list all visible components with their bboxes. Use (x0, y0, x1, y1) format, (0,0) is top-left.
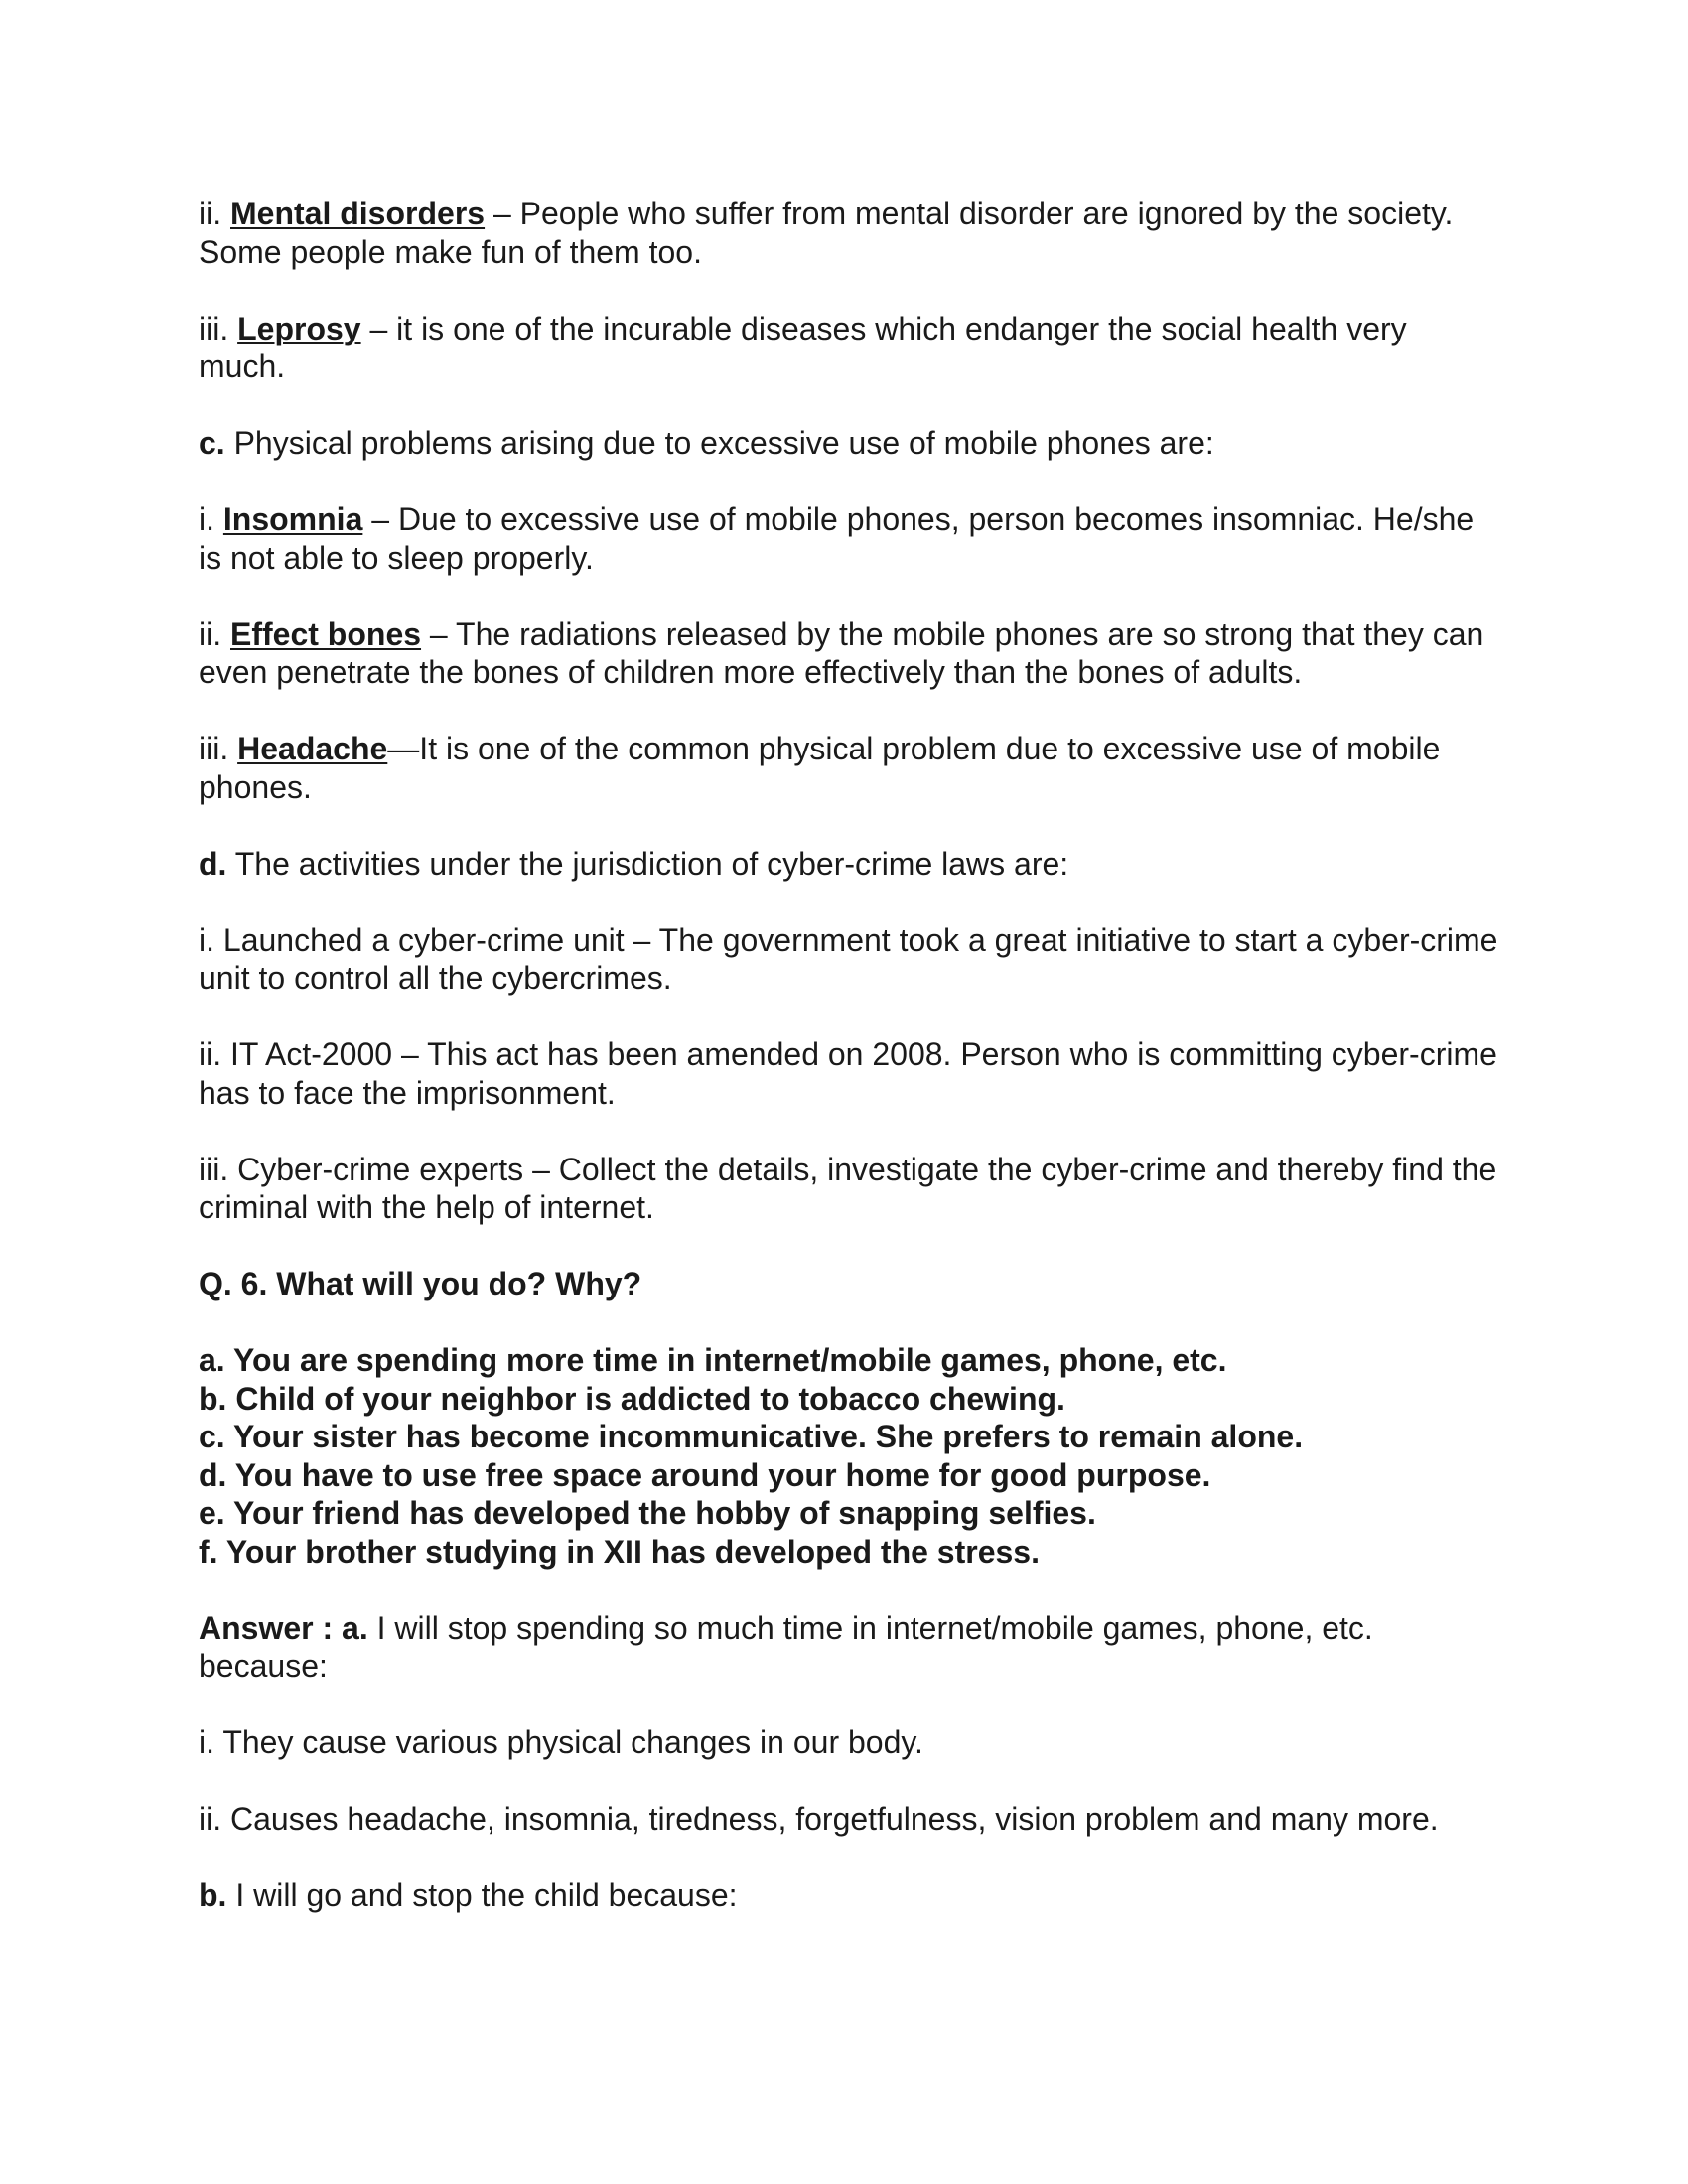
paragraph-leprosy: iii. Leprosy – it is one of the incurable diseases which endanger the social health very much. (199, 310, 1407, 384)
answer-b-label: b. (199, 1877, 227, 1913)
term-leprosy: Leprosy (237, 310, 361, 346)
document-page (199, 195, 1499, 1953)
section-label-c: c. (199, 425, 225, 461)
term-effect-bones: Effect bones (230, 615, 422, 652)
answer-label: Answer : a. (199, 1609, 368, 1646)
paragraph-it-act: ii. IT Act-2000 – This act has been amended on 2008. Person who is committing cyber-crime has to face the imprisonment. (199, 1036, 1497, 1111)
paragraph-headache: iii. Headache—It is one of the common physical problem due to excessive use of mobile phones. (199, 731, 1441, 805)
section-label-d: d. (199, 845, 227, 882)
question-item: c. Your sister has become incommunicative. She prefers to remain alone. (199, 1419, 1304, 1454)
answer-b-paragraph: b. I will go and stop the child because: (199, 1877, 738, 1913)
term-insomnia: Insomnia (222, 501, 363, 537)
question-list (199, 1341, 1499, 1570)
paragraph-effect-bones: ii. Effect bones – The radiations released by the mobile phones are so strong that they can even penetrate the bones of children more effectively than the bones of adults. (199, 615, 1484, 690)
paragraph-section-d: d. The activities under the jurisdiction of cyber-crime laws are: (199, 845, 1069, 882)
question-item: a. You are spending more time in internet/mobile games, phone, etc. (199, 1342, 1227, 1378)
term-headache: Headache (237, 731, 388, 766)
question-heading: Q. 6. What will you do? Why? (199, 1266, 642, 1301)
paragraph-mental-disorders: ii. Mental disorders – People who suffer from mental disorder are ignored by the society. Some people make fun of them too. (199, 196, 1454, 270)
paragraph-cyber-unit: i. Launched a cyber-crime unit – The government took a great initiative to start a cyber-crime unit to control all the cybercrimes. (199, 921, 1498, 996)
paragraph-insomnia: i. Insomnia – Due to excessive use of mobile phones, person becomes insomniac. He/she is not able to sleep properly. (199, 501, 1475, 576)
question-item: b. Child of your neighbor is addicted to tobacco chewing. (199, 1380, 1065, 1417)
answer-point: i. They cause various physical changes in our body. (199, 1724, 923, 1760)
answer-point: ii. Causes headache, insomnia, tiredness, forgetfulness, vision problem and many more. (199, 1801, 1439, 1837)
question-item: d. You have to use free space around your home for good purpose. (199, 1456, 1211, 1493)
question-item: f. Your brother studying in XII has developed the stress. (199, 1533, 1040, 1570)
paragraph-section-c: c. Physical problems arising due to excessive use of mobile phones are: (199, 425, 1214, 461)
answer-paragraph: Answer : a. I will stop spending so much time in internet/mobile games, phone, etc. because: (199, 1609, 1373, 1684)
term-mental-disorders: Mental disorders (230, 196, 486, 231)
paragraph-cyber-experts: iii. Cyber-crime experts – Collect the details, investigate the cyber-crime and thereby find the criminal with the help of internet. (199, 1151, 1497, 1225)
question-item: e. Your friend has developed the hobby of snapping selfies. (199, 1495, 1096, 1531)
